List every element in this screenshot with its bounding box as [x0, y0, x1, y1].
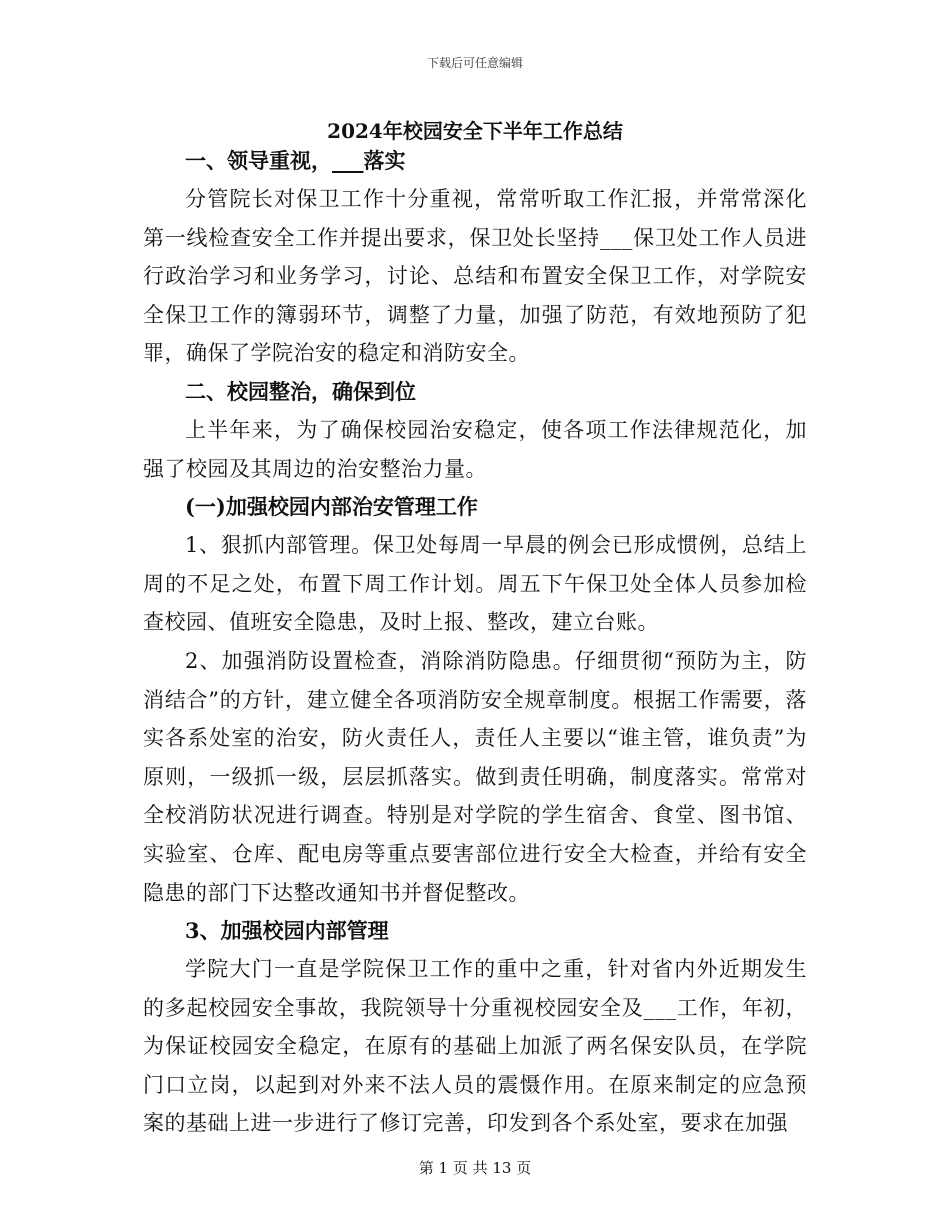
paragraph-2: 上半年来，为了确保校园治安稳定，使各项工作法律规范化，加强了校园及其周边的治安整治力量。 [143, 417, 807, 481]
page-number: 第 1 页 共 13 页 [418, 1159, 532, 1177]
subsection-heading-1: (一)加强校园内部治安管理工作 [185, 494, 478, 520]
section-heading-2: 二、校园整治，确保到位 [185, 378, 416, 404]
document-body [143, 142, 807, 1143]
paragraph-3: 1、狠抓内部管理。保卫处每周一早晨的例会已形成惯例，总结上周的不足之处，布置下周工作计划。周五下午保卫处全体人员参加检查校园、值班安全隐患，及时上报、整改，建立台账。 [143, 533, 807, 635]
paragraph-5: 学院大门一直是学院保卫工作的重中之重，针对省内外近期发生的多起校园安全事故，我院领导十分重视校园安全及___工作，年初，为保证校园安全稳定，在原有的基础上加派了两名保安队员，在学院门口立岗，以起到对外来不法人员的震慑作用。在原来制定的应急预案的基础上进一步进行了修订完善，印发到各个系处室，要求在加强 [143, 957, 807, 1136]
paragraph-1: 分管院长对保卫工作十分重视，常常听取工作汇报，并常常深化第一线检查安全工作并提出要求，保卫处长坚持___保卫处工作人员进行政治学习和业务学习，讨论、总结和布置安全保卫工作，对学院安全保卫工作的簿弱环节，调整了力量，加强了防范，有效地预防了犯罪，确保了学院治安的稳定和消防安全。 [143, 187, 807, 366]
page-header-note: 下载后可任意编辑 [426, 56, 523, 70]
subsection-heading-3: 3、加强校园内部管理 [185, 918, 389, 944]
document-title: 2024年校园安全下半年工作总结 [327, 119, 623, 143]
section-heading-1: 一、领导重视，___落实 [185, 148, 406, 173]
paragraph-4: 2、加强消防设置检查，消除消防隐患。仔细贯彻“预防为主，防消结合”的方针，建立健全各项消防安全规章制度。根据工作需要，落实各系处室的治安，防火责任人，责任人主要以“谁主管，谁负责”为原则，一级抓一级，层层抓落实。做到责任明确，制度落实。常常对全校消防状况进行调查。特别是对学院的学生宿舍、食堂、图书馆、实验室、仓库、配电房等重点要害部位进行安全大检查，并给有安全隐患的部门下达整改通知书并督促整改。 [143, 648, 807, 905]
